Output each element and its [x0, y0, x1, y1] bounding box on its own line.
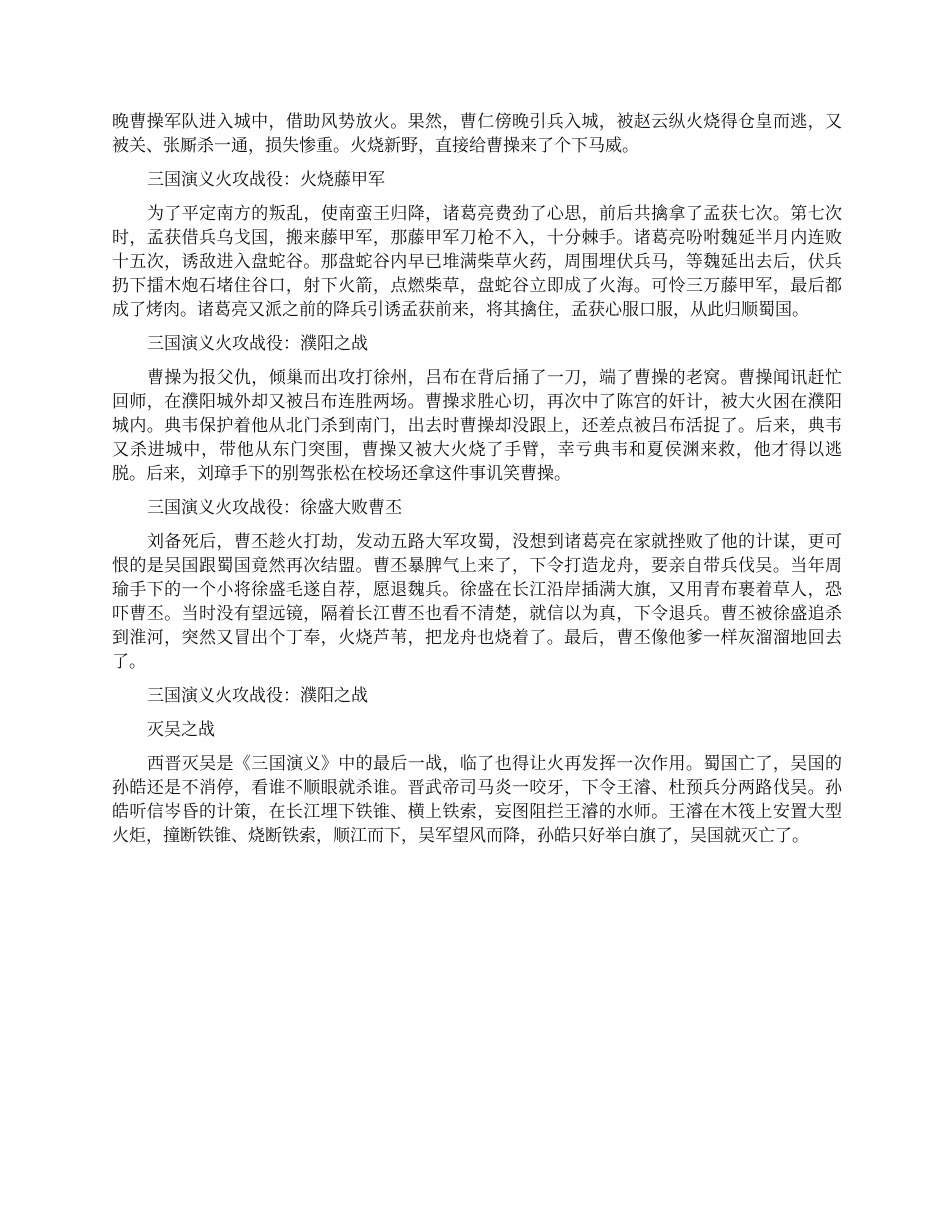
document-body [112, 110, 842, 848]
paragraph-xinye-ending: 晚曹操军队进入城中，借助风势放火。果然，曹仁傍晚引兵入城，被赵云纵火烧得仓皇而逃，又被关、张厮杀一通，损失惨重。火烧新野，直接给曹操来了个下马威。 [112, 112, 842, 156]
paragraph-xusheng: 刘备死后，曹丕趁火打劫，发动五路大军攻蜀，没想到诸葛亮在家就挫败了他的计谋，更可恨的是吴国跟蜀国竟然再次结盟。曹丕暴脾气上来了，下令打造龙舟，要亲自带兵伐吴。当年周瑜手下的一个小将徐盛毛遂自荐，愿退魏兵。徐盛在长江沿岸插满大旗，又用青布裹着草人，恐吓曹丕。当时没有望远镜，隔着长江曹丕也看不清楚，就信以为真，下令退兵。曹丕被徐盛追杀到淮河，突然又冒出个丁奉，火烧芦苇，把龙舟也烧着了。最后，曹丕像他爹一样灰溜溜地回去了。 [112, 532, 842, 672]
section-heading-puyang: 三国演义火攻战役：濮阳之战 [147, 334, 368, 354]
section-heading-tengjiajun: 三国演义火攻战役：火烧藤甲军 [147, 170, 385, 190]
section-heading-xusheng: 三国演义火攻战役：徐盛大败曹丕 [147, 498, 402, 518]
paragraph-puyang: 曹操为报父仇，倾巢而出攻打徐州，吕布在背后捅了一刀，端了曹操的老窝。曹操闻讯赶忙回师，在濮阳城外却又被吕布连胜两场。曹操求胜心切，再次中了陈宫的奸计，被大火困在濮阳城内。典韦保护着他从北门杀到南门，出去时曹操却没跟上，还差点被吕布活捉了。后来，典韦又杀进城中，带他从东门突围，曹操又被大火烧了手臂，幸亏典韦和夏侯渊来救，他才得以逃脱。后来，刘璋手下的别驾张松在校场还拿这件事讥笑曹操。 [112, 368, 842, 484]
paragraph-tengjiajun: 为了平定南方的叛乱，使南蛮王归降，诸葛亮费劲了心思，前后共擒拿了孟获七次。第七次时，孟获借兵乌戈国，搬来藤甲军，那藤甲军刀枪不入，十分棘手。诸葛亮吩咐魏延半月内连败十五次，诱敌进入盘蛇谷。那盘蛇谷内早已堆满柴草火药，周围埋伏兵马，等魏延出去后，伏兵扔下擂木炮石堵住谷口，射下火箭，点燃柴草，盘蛇谷立即成了火海。可怜三万藤甲军，最后都成了烤肉。诸葛亮又派之前的降兵引诱孟获前来，将其擒住，孟获心服口服，从此归顺蜀国。 [112, 204, 842, 320]
section-heading-puyang-repeat: 三国演义火攻战役：濮阳之战 [147, 686, 368, 706]
section-heading-miewu: 灭吴之战 [147, 720, 215, 740]
paragraph-miewu: 西晋灭吴是《三国演义》中的最后一战，临了也得让火再发挥一次作用。蜀国亡了，吴国的孙皓还是不消停，看谁不顺眼就杀谁。晋武帝司马炎一咬牙，下令王濬、杜预兵分两路伐吴。孙皓听信岑昏的计策，在长江埋下铁锥、横上铁索，妄图阻拦王濬的水师。王濬在木筏上安置大型火炬，撞断铁锥、烧断铁索，顺江而下，吴军望风而降，孙皓只好举白旗了，吴国就灭亡了。 [112, 754, 842, 846]
